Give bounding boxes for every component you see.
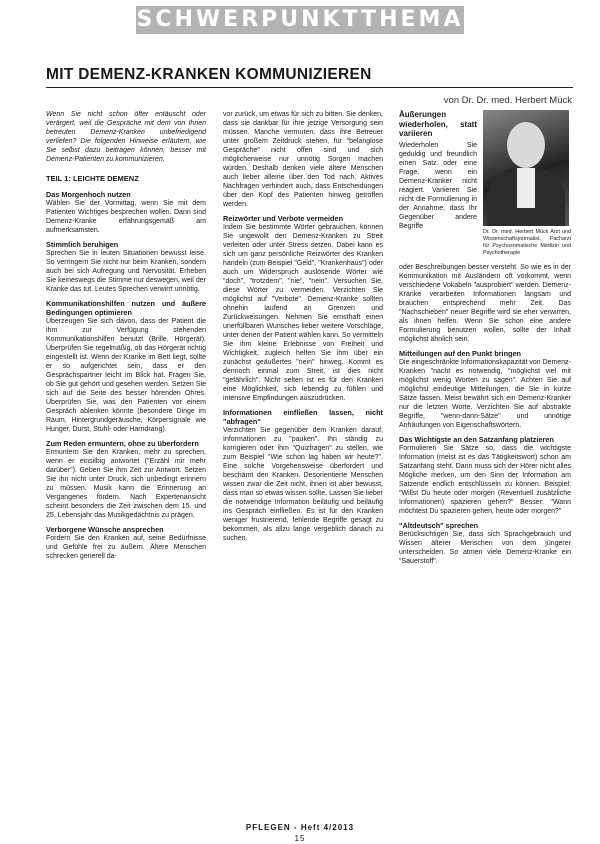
col2-block <box>223 214 383 403</box>
author-line: von Dr. Dr. med. Herbert Mück <box>443 95 572 106</box>
column-2 <box>223 110 383 548</box>
section-heading: TEIL 1: LEICHTE DEMENZ <box>46 174 139 183</box>
paragraph: Ermuntern Sie den Kranken, mehr zu sprechen, wenn er einsilbig antwortet ("Erzähl mir mehr darüber"). Geben Sie ihm Zeit zur Antwort. Setzen Sie ihn nicht unter Druck, sich unbedingt erinnern zu müssen. Musik kann die Erinnerung an Vergangenes fördern. Nach Expertenansicht scheint besonders die Zeit zwischen dem 15. und 25. Lebensjahr das Musikgedächtnis zu prägen. <box>46 449 206 519</box>
paragraph: vor zurück, um etwas für sich zu bitten. Sie denken, dass sie dankbar für ihre jetzige Versorgung sein müssen. Manche vermuten, dass ihre Betreuer unter großem Zeitdruck stehen, für "belanglose Gespräche" nicht offen sind und sich möglicherweise nur unnötig Sorgen machen würden. Deshalb denken viele ältere Menschen auch lieber alleine über den Tod nach. Aktives Nachfragen verhindert auch, dass Entscheidungen über den Kopf des Patienten hinweg getroffen werden. <box>223 111 383 208</box>
author-photo-box <box>483 110 571 263</box>
col3-narrow <box>399 110 477 263</box>
subheading: Äußerungen wiederholen, statt variieren <box>399 110 477 138</box>
paragraph: Berücksichtigen Sie, dass sich Sprachgebrauch und Wissen älterer Menschen von dem jüngerer unterscheiden. So atmen viele Demenz-Kranke ein "Sauerstoff". <box>399 531 571 565</box>
col1-block <box>46 190 206 235</box>
column-1 <box>46 110 206 566</box>
title-rule <box>46 87 573 88</box>
page-footer <box>0 822 600 844</box>
subheading: Mitteilungen auf den Punkt bringen <box>399 349 522 358</box>
paragraph: Indem Sie bestimmte Wörter gebrauchen, können Sie ungewollt den Demenz-Kranken zu Streit verleiten oder unter Stress setzen. Dabei kann es sich um ganz persönliche Reizwörter des Kranken handeln (zum Beispiel "Geld", "Krankenhaus") oder auch um Widerspruch auslösende Wörter wie "doch", "trotzdem", "nie", "nein". Versuchen Sie, diese Wörter zu vermeiden. Verzichten Sie möglichst auf "Verbote". Demenz-Kranke sollten ohnehin laufend an Grenzen und Zurückweisungen. Nehmen Sie ernsthaft einen unerfüllbaren Wunsches lieber weitere Vorschläge, unter denen der Patient wählen kann. So vermitteln Sie ihm kleine Erlebnisse von Freiheit und Wichtigkeit, zugleich helfen Sie ihm über ein zunächst geäußertes "nein" hinweg. Kommt es dennoch einmal zum Streit, ist dies nicht "gefährlich". Nicht selten ist es für den Kranken eine Möglichkeit, sich lebendig zu fühlen und intensive Empfindungen auszudrücken. <box>223 224 383 402</box>
col3-top <box>399 110 571 263</box>
col3-block <box>399 521 571 566</box>
column-3 <box>399 110 571 571</box>
page-number: 15 <box>294 834 306 843</box>
subheading: Zum Reden ermuntern, ohne zu überfordern <box>46 439 199 448</box>
col3-block <box>399 349 571 430</box>
subheading: Stimmlich beruhigen <box>46 240 119 249</box>
subheading: Kommunikationshilfen nutzen und äußere Bedingungen optimieren <box>46 299 206 317</box>
subheading: Das Wichtigste an den Satzanfang platzieren <box>399 435 554 444</box>
col2-block <box>223 408 383 543</box>
subheading: Das Morgenhoch nutzen <box>46 190 131 199</box>
paragraph: Verzichten Sie gegenüber dem Kranken darauf, Informationen zu "pauken". Ihn ständig zu korrigieren oder ihm "Quizfragen" zu stellen, wie zum Beispiel "Wie schon lag haben wir heute?". Eine solche Vorgehensweise überfordert und beschämt den Kranken. Desorientierte Menschen wissen zwar die Zeit nicht, ihnen ist aber bewusst, dass man so etwas wissen sollte. Lassen Sie lieber die notwendige Information beiläufig und beiläufig ins Gespräch einfließen. Es ist für den Kranken weniger frustrierend, fehlende Begriffe gesagt zu bekommen, als allzu lange vergeblich danach zu suchen. <box>223 427 383 542</box>
intro-text: Wenn Sie nicht schon öfter entäuscht oder verärgert, weil die Gespräche mit dem von Ihnen betreuten Demenz-Kranken unbefriedigend verliefen? Die folgenden Hinweise erläutern, wie Sie selbst dazu beitragen können, besser mit Demenz-Patienten zu kommunizieren. <box>46 111 206 163</box>
col1-block <box>46 439 206 520</box>
section-banner: SCHWERPUNKTTHEMA <box>136 7 464 32</box>
author-photo <box>483 110 569 226</box>
paragraph: Die eingeschränkte Informationskapazität von Demenz-Kranken "nacht es notwendig, "möglichst viel mit möglichst wenig Worten zu sagen". Achten Sie auf möglichst eindeutige Mitteilungen, die Sie in kurze Sätze fassen. Meist bewährt sich ein Demenz-Kranker nur die letzten Worte. Verzichten Sie auf abstrakte Begriffe, "wenn-dann-Sätze" und unnötige Anhäufungen von Eigenschaftswörtern. <box>399 359 571 429</box>
col3-block <box>399 435 571 516</box>
photo-face <box>507 122 545 168</box>
col1-block <box>46 525 206 561</box>
photo-shirt <box>517 168 535 208</box>
subheading: Informationen einfließen lassen, nicht "abfragen" <box>223 408 383 426</box>
article-title: MIT DEMENZ-KRANKEN KOMMUNIZIEREN <box>46 66 372 83</box>
col1-block <box>46 299 206 434</box>
subheading: Verborgene Wünsche ansprechen <box>46 525 164 534</box>
paragraph: Formulieren Sie Sätze so, dass die wichtigste Information (meist ist es das Tätigkeitswort) schon am Satzanfang steht. Dann muss sich der Hörer nicht alles Mögliche merken, um den Sinn der Information am Satzende endlich entschlüsseln zu können. Beispiel: "Willst Du heute oder morgen (Reventuell zusätzliche Informationen) spazieren gehen?" Besser: "Wann möchtest Du spazieren gehen, heute oder morgen?" <box>399 445 571 515</box>
paragraph: Wiederholen Sie geduldig und freundlich einen Satz oder eine Frage, wenn ein Demenz-Kranker nicht reagiert. Variieren Sie nicht die Formulierung in der Annahme, dass Ihr Gegenüber andere Begriffe <box>399 141 477 230</box>
subheading: "Altdeutsch" sprechen <box>399 521 479 530</box>
paragraph: oder Beschreibungen besser versteht. So wie es in der Kommunikation mit Ausländern oft vorkommt, wenn verschiedene Vokabeln "ausprobiert" werden. Demenz-Kranke verarbeiten Informationen langsam und brauchen entsprechend mehr Zeit. Das "Nachschieben" neuer Begriffe wird sie eher verwirren, als ihnen helfen. Wenn Sie schon eine andere Formulierung benutzen wollen, sollte der Inhalt möglichst ähnlich sein. <box>399 264 571 343</box>
paragraph: Fordern Sie den Kranken auf, seine Bedürfnisse und Gefühle frei zu äußern. Ältere Menschen schrecken generell da- <box>46 535 206 560</box>
paragraph: Sprechen Sie in leuten Situationen bewusst leise. So verringern Sie nicht nur beim Kranken, sondern auch bei sich Aufregung und Nervosität. Erheben Sie keineswegs die Stimme nur deswegen, weil der Kranke das tut. Leutes Sprechen verwirrt unnötig. <box>46 250 206 293</box>
photo-caption: Dr. Dr. med. Herbert Mück Arzt und Wissenschaftsjournalist, Facharzt für Psychosomatische Medizin und Psychotherapie <box>483 229 571 256</box>
col1-block <box>46 240 206 294</box>
journal-issue: PFLEGEN - Heft 4/2013 <box>245 823 355 832</box>
paragraph: Wählen Sie der Vormittag, wenn Sie mit dem Patienten Wichtiges besprechen wollen. Dann sind Demenz-Kranke erfahrungsgemäß am aufmerksamsten. <box>46 200 206 234</box>
paragraph: Überzeugen Sie sich davon, dass der Patient die ihm zur Verfügung stehenden Kommunikationshilfen benutzt (Brille, Hörgerät). Überprüfen Sie regelmäßig, ob das Hörgerät richtig eingestellt ist. Wenn der Kranke im Bett liegt, sollte er so aufgerichtet sein, dass er den Gesprächspartner leicht im Blick hat. Fragen Sie, ob Sie gut gehört und gesehen werden. Setzen Sie sich auf die Seite des besser hörenden Ohres. Überprüfen Sie, was den Patienten vor einem Gespräch ablenken könnte (besondere Dinge im Raum, Hintergrundgeräusche, Körpersignale wie Hunger, Durst, Stuhl- oder Harndrang). <box>46 318 206 433</box>
subheading: Reizwörter und Verbote vermeiden <box>223 214 344 223</box>
